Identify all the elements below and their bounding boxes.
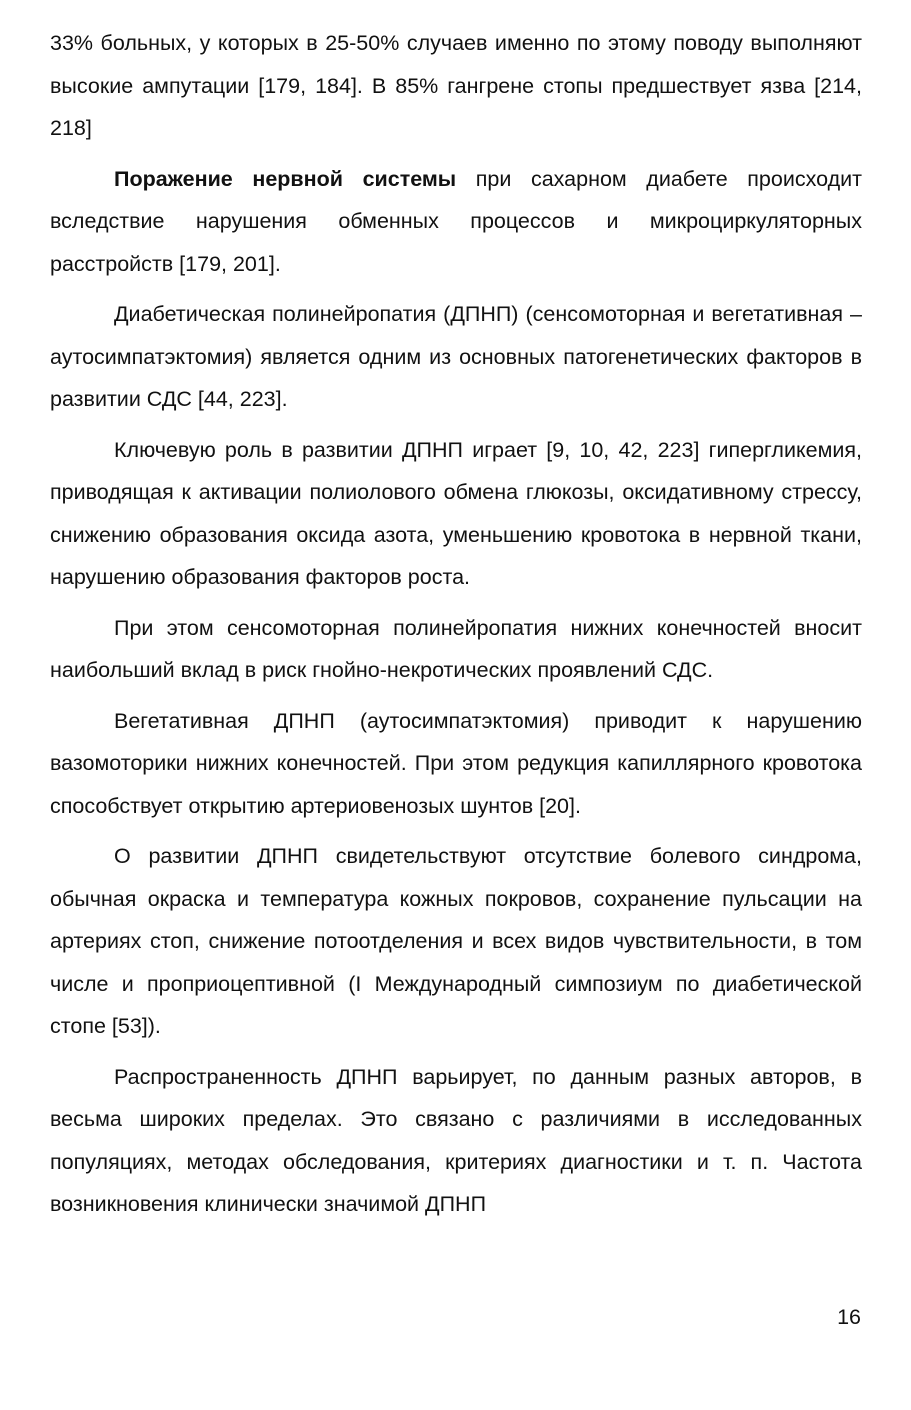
paragraph-2 <box>50 158 862 286</box>
paragraph-8 <box>50 1056 862 1226</box>
paragraph-4 <box>50 429 862 599</box>
paragraph-1 <box>50 22 862 150</box>
paragraph-6-text: Вегетативная ДПНП (аутосимпатэктомия) приводит к нарушению вазомоторики нижних конечностей. При этом редукция капиллярного кровотока способствует открытию артериовенозых шунтов [20]. <box>50 708 862 818</box>
paragraph-4-text: Ключевую роль в развитии ДПНП играет [9, 10, 42, 223] гипергликемия, приводящая к активации полиолового обмена глюкозы, оксидативному стрессу, снижению образования оксида азота, уменьшению кровотока в нервной ткани, нарушению образования факторов роста. <box>50 437 862 589</box>
paragraph-3-text: Диабетическая полинейропатия (ДПНП) (сенсомоторная и вегетативная – аутосимпатэктомия) является одним из основных патогенетических факторов в развитии СДС [44, 223]. <box>50 302 862 411</box>
document-page <box>50 22 862 1234</box>
paragraph-2-text: при сахарном диабете происходит вследствие нарушения обменных процессов и микроциркуляторных расстройств [179, 201]. <box>50 166 862 276</box>
paragraph-8-text: Распространенность ДПНП варьирует, по данным разных авторов, в весьма широких пределах. Это связано с различиями в исследованных популяциях, методах обследования, критериях диагностики и т. п. Частота возникновения клинически значимой ДПНП <box>50 1064 862 1216</box>
page-number: 16 <box>837 1305 861 1329</box>
paragraph-5 <box>50 607 862 692</box>
paragraph-3 <box>50 293 862 421</box>
paragraph-7-text: О развитии ДПНП свидетельствуют отсутствие болевого синдрома, обычная окраска и температура кожных покровов, сохранение пульсации на артериях стоп, снижение потоотделения и всех видов чувствительности, в том числе и проприоцептивной (I Международный симпозиум по диабетической стопе [53]). <box>50 844 862 1038</box>
paragraph-5-text: При этом сенсомоторная полинейропатия нижних конечностей вносит наибольший вклад в риск гнойно-некротических проявлений СДС. <box>50 615 862 682</box>
paragraph-2-bold-lead: Поражение нервной системы <box>114 166 457 191</box>
paragraph-7 <box>50 835 862 1048</box>
paragraph-1-text: 33% больных, у которых в 25-50% случаев именно по этому поводу выполняют высокие ампутации [179, 184]. В 85% гангрене стопы предшествует язва [214, 218] <box>50 31 862 140</box>
paragraph-6 <box>50 700 862 828</box>
